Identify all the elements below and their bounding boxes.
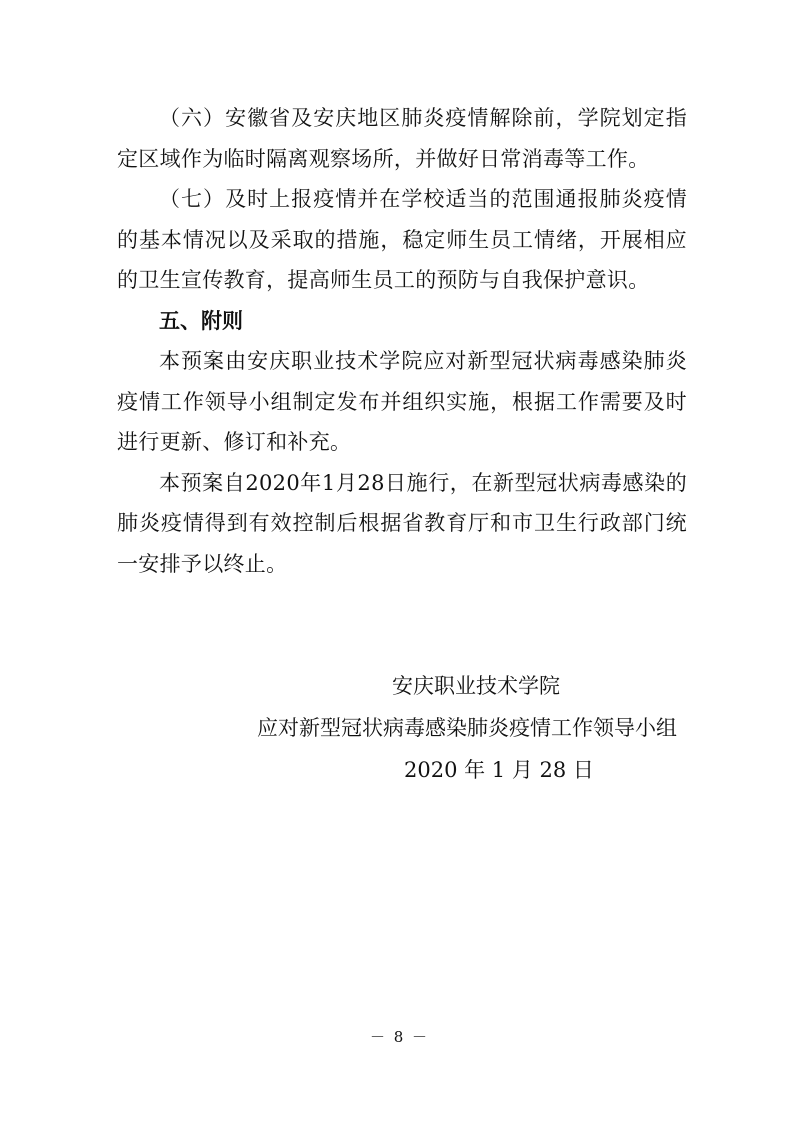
signature-date: 2020 年 1 月 28 日 [404, 758, 594, 782]
paragraph-item-6: （六）安徽省及安庆地区肺炎疫情解除前，学院划定指定区域作为临时隔离观察场所，并做好日常消毒等工作。 [117, 106, 687, 171]
page-number: － 8 － [369, 1028, 430, 1046]
paragraph-appendix-1: 本预案由安庆职业技术学院应对新型冠状病毒感染肺炎疫情工作领导小组制定发布并组织实施，根据工作需要及时进行更新、修订和补充。 [117, 349, 687, 454]
signature-group: 应对新型冠状病毒感染肺炎疫情工作领导小组 [257, 716, 677, 740]
section-heading-appendix: 五、附则 [159, 308, 243, 333]
paragraph-appendix-2: 本预案自2020年1月28日施行，在新型冠状病毒感染的肺炎疫情得到有效控制后根据省教育厅和市卫生行政部门统一安排予以终止。 [117, 470, 687, 576]
paragraph-item-7: （七）及时上报疫情并在学校适当的范围通报肺炎疫情的基本情况以及采取的措施，稳定师生员工情绪，开展相应的卫生宣传教育，提高师生员工的预防与自我保护意识。 [117, 187, 687, 292]
signature-organization: 安庆职业技术学院 [392, 674, 560, 698]
document-body [117, 98, 687, 584]
